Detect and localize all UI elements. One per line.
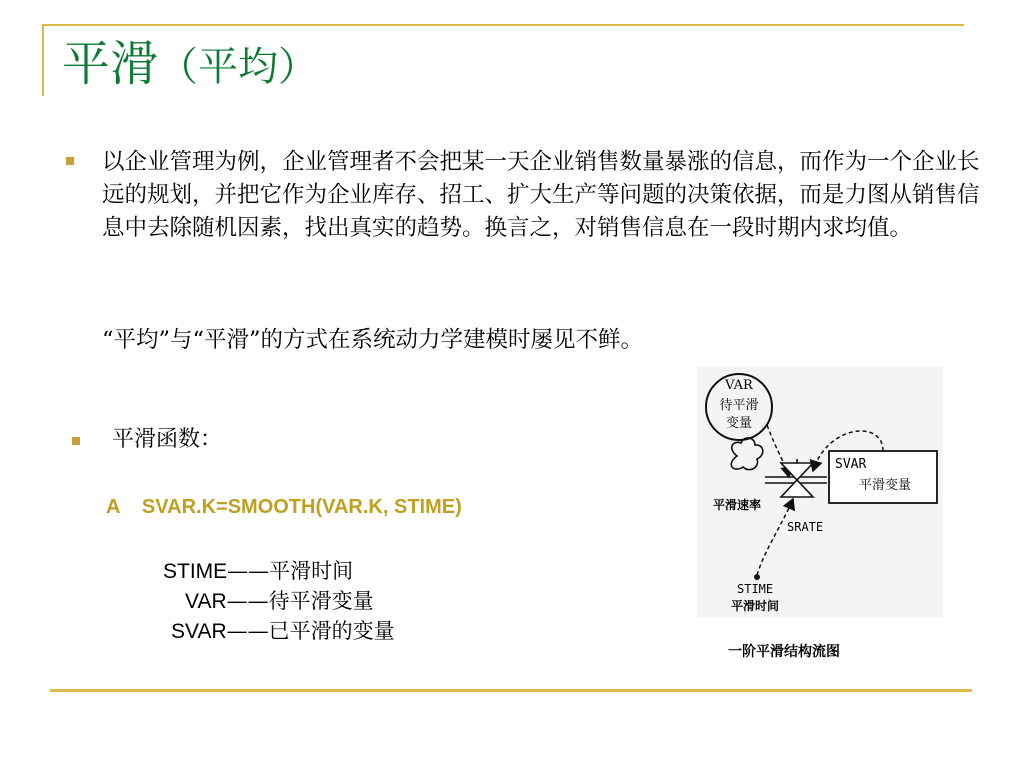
slide-title (62, 36, 318, 95)
bullet-square-icon (72, 437, 80, 445)
diagram-caption: 一阶平滑结构流图 (728, 644, 840, 660)
stime-label: 平滑时间 (731, 599, 780, 613)
definition-meaning: ——已平滑的变量 (226, 619, 395, 643)
var-label: 变量 (725, 416, 753, 431)
definition-meaning: ——待平滑变量 (226, 589, 374, 613)
definition-symbol: SVAR (171, 620, 227, 643)
stime-constant-marker (754, 574, 760, 580)
bottom-rule (50, 689, 972, 692)
quote-line: “平均”与“平滑”的方式在系统动力学建模时屡见不鲜。 (102, 327, 644, 353)
level-label: 平滑变量 (859, 478, 912, 493)
source-cloud-icon (731, 438, 763, 470)
title-main: 平滑 (62, 36, 159, 92)
definition-symbol: VAR (185, 590, 227, 613)
level-label: SVAR (835, 457, 867, 472)
smooth-equation: A SVAR.K=SMOOTH(VAR.K, STIME) (106, 496, 462, 518)
definition-svar (171, 617, 395, 646)
stime-to-rate-link (757, 499, 793, 575)
smoothing-flow-diagram (697, 367, 943, 617)
definition-stime (163, 557, 353, 586)
body-paragraph: 以企业管理为例，企业管理者不会把某一天企业销售数量暴涨的信息，而作为一个企业长远的规划，并把它作为企业库存、招工、扩大生产等问题的决策依据，而是力图从销售信息中去除随机因素，找出真实的趋势。换言之，对销售信息在一段时期内求均值。 (102, 149, 980, 241)
title-paren: （平均） (158, 44, 319, 90)
flow-diagram-svg (697, 367, 943, 617)
definition-var (185, 587, 374, 616)
rate-name-label: 平滑速率 (713, 498, 762, 512)
var-label: VAR (725, 378, 753, 393)
definition-meaning: ——平滑时间 (227, 559, 354, 583)
function-label: 平滑函数： (112, 427, 223, 452)
stime-label: STIME (737, 582, 774, 596)
bullet-square-icon (66, 157, 74, 165)
left-rule (42, 24, 44, 96)
definition-symbol: STIME (163, 560, 228, 583)
rate-code-label: SRATE (787, 520, 824, 534)
var-to-rate-link (767, 425, 789, 477)
top-rule (42, 24, 964, 26)
var-label: 待平滑 (719, 398, 759, 413)
